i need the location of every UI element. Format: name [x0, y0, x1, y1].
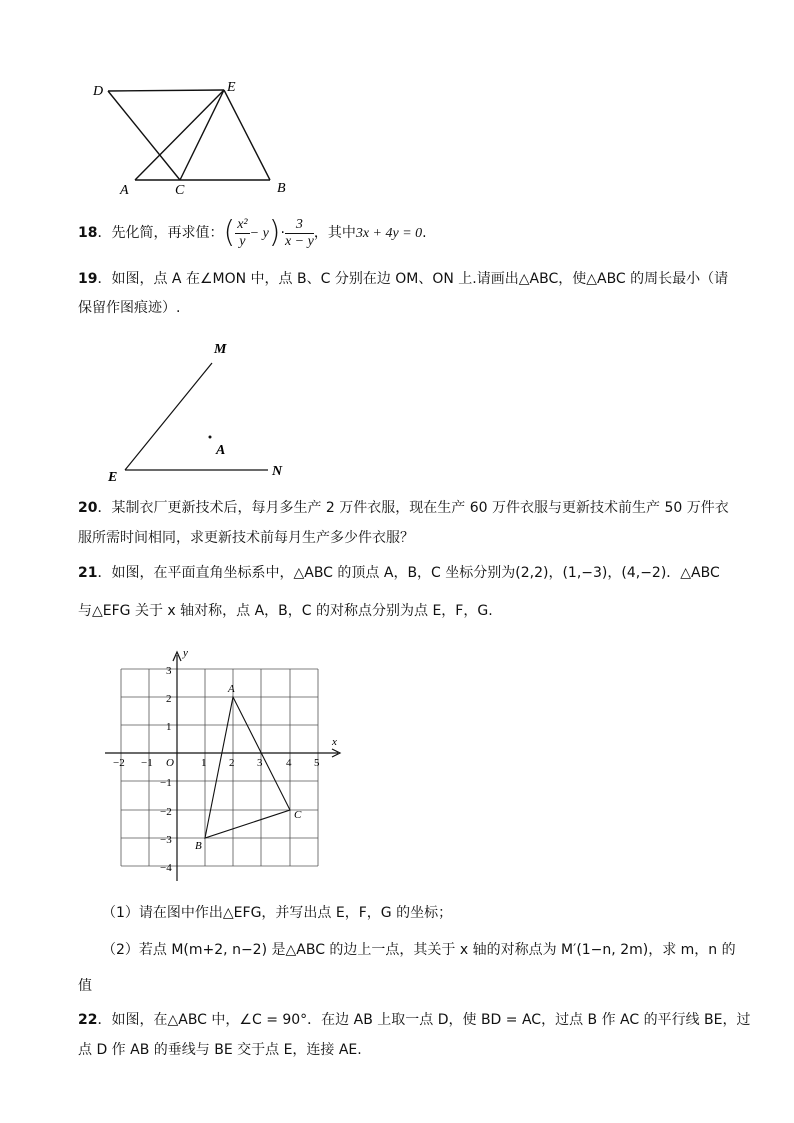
y-tick: 3 — [166, 665, 172, 677]
fraction: $\frac{\text{x²}}{y}$ — [237, 216, 248, 249]
x-tick: 1 — [201, 757, 207, 769]
x-tick: 4 — [286, 757, 292, 769]
label-e: E — [108, 470, 118, 485]
question-21-sub1: （1）请在图中作出△EFG，并写出点 E，F，G 的坐标； — [102, 905, 453, 921]
axis-x-label: x — [332, 736, 337, 748]
y-tick: 1 — [166, 721, 172, 733]
y-tick: −2 — [160, 806, 172, 818]
y-tick: −4 — [160, 862, 172, 874]
label-a: A — [120, 183, 129, 198]
x-tick: 5 — [314, 757, 320, 769]
question-22-line2: 点 D 作 AB 的垂线与 BE 交于点 E，连接 AE. — [78, 1042, 362, 1058]
coordinate-grid — [100, 645, 350, 885]
condition: 3x + 4y = 0 — [355, 226, 423, 241]
axis-y-label: y — [183, 647, 188, 659]
question-21-line1: 21．如图，在平面直角坐标系中，△ABC 的顶点 A，B，C 坐标分别为(2,2)，(1,−3)，(4,−2)．△ABC — [78, 565, 720, 581]
origin-label: O — [166, 757, 174, 769]
label-m: M — [214, 342, 227, 357]
question-number: 18 — [78, 225, 98, 241]
label-c: C — [175, 183, 185, 198]
label-d: D — [93, 84, 104, 99]
point-c-label: C — [294, 809, 302, 821]
question-22-line1: 22．如图，在△ABC 中，∠C = 90°．在边 AB 上取一点 D，使 BD = AC，过点 B 作 AC 的平行线 BE，过 — [78, 1012, 751, 1028]
y-tick: 2 — [166, 693, 172, 705]
y-tick: −3 — [160, 834, 172, 846]
question-21-sub2: （2）若点 M(m+2, n−2) 是△ABC 的边上一点，其关于 x 轴的对称点为 M′(1−n, 2m)，求 m，n 的 — [102, 942, 736, 958]
question-18: 18．先化简，再求值：( $\frac{\text{x²}}{y}$ − y)· $\frac{3}{x - y}$ ，其中3x + 4y = 0. — [78, 215, 427, 250]
x-tick: −1 — [141, 757, 153, 769]
question-20-line1: 20．某制衣厂更新技术后，每月多生产 2 万件衣服，现在生产 60 万件衣服与更新技术前生产 50 万件衣 — [78, 500, 729, 516]
x-tick: 3 — [257, 757, 263, 769]
question-21-sub2-end: 值 — [78, 978, 92, 994]
point-a-label: A — [228, 683, 235, 695]
label-a: A — [216, 443, 226, 458]
figure-angle — [100, 335, 300, 485]
question-19-line2: 保留作图痕迹）. — [78, 300, 181, 316]
figure-quadrilateral — [88, 72, 308, 202]
x-tick: −2 — [113, 757, 125, 769]
label-n: N — [272, 464, 283, 479]
question-21-line2: 与△EFG 关于 x 轴对称，点 A，B，C 的对称点分别为点 E，F，G. — [78, 603, 493, 619]
question-20-line2: 服所需时间相同，求更新技术前每月生产多少件衣服？ — [78, 530, 414, 546]
x-tick: 2 — [229, 757, 235, 769]
y-tick: −1 — [160, 777, 172, 789]
label-b: B — [277, 181, 286, 196]
point-b-label: B — [195, 840, 202, 852]
label-e: E — [227, 80, 236, 95]
fraction: $\frac{3}{x - y}$ — [284, 216, 314, 249]
question-19-line1: 19．如图，点 A 在∠MON 中，点 B、C 分别在边 OM、ON 上.请画出△ABC，使△ABC 的周长最小（请 — [78, 271, 729, 287]
